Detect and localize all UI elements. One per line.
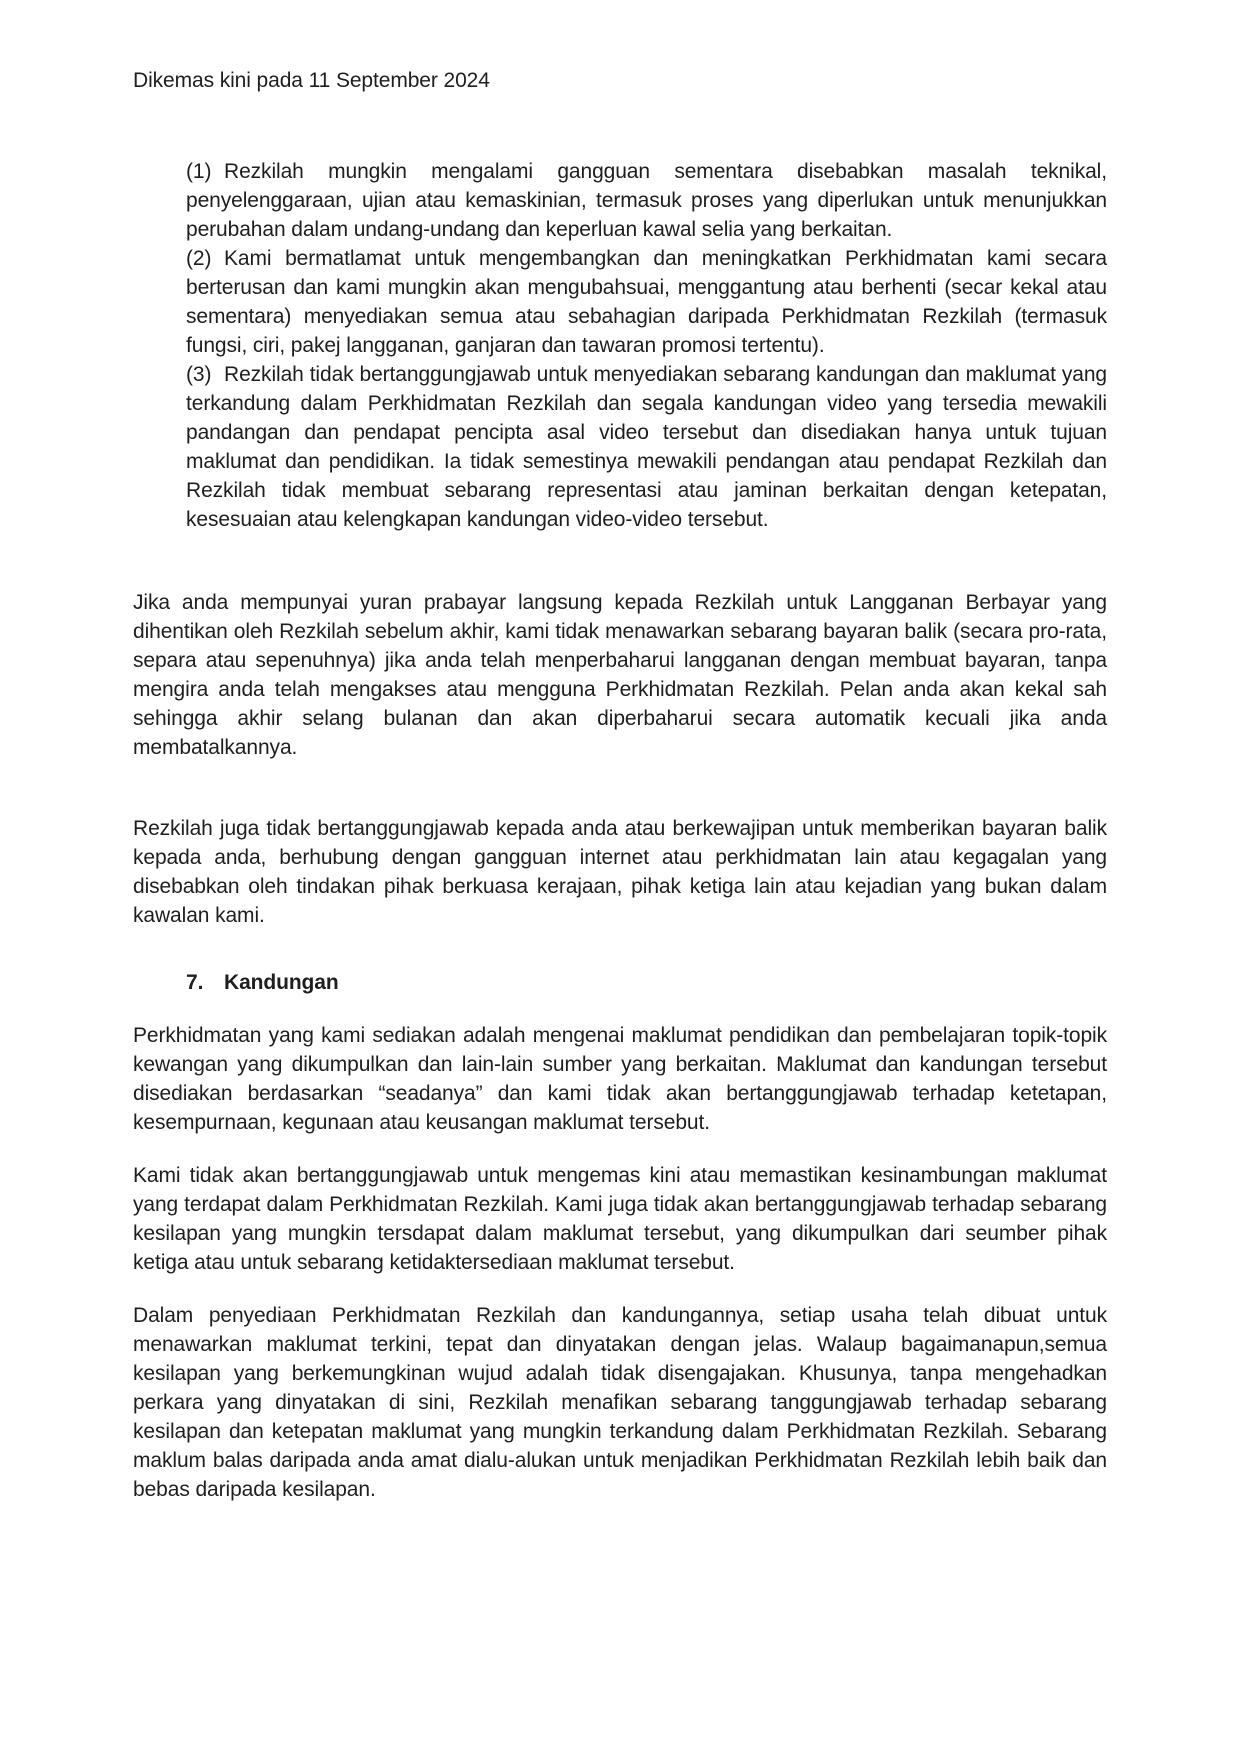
paragraph-liability: Rezkilah juga tidak bertanggungjawab kepada anda atau berkewajipan untuk memberikan bayaran balik kepada anda, berhubung dengan gangguan internet atau perkhidmatan lain atau kegagalan yang disebabkan oleh tindakan pihak berkuasa kerajaan, pihak ketiga lain atau kejadian yang bukan dalam kawalan kami. <box>133 817 1107 927</box>
list-item-3-marker: (3) <box>186 363 212 386</box>
list-item-2 <box>186 244 1107 360</box>
list-item-3 <box>186 360 1107 534</box>
terms-numbered-list <box>186 157 1107 534</box>
list-item-2-text: Kami bermatlamat untuk mengembangkan dan meningkatkan Perkhidmatan kami secara berterusan dan kami mungkin akan mengubahsuai, menggantung atau berhenti (secar kekal atau sementara) menyediakan semua atau sebahagian daripada Perkhidmatan Rezkilah (termasuk fungsi, ciri, pakej langganan, ganjaran dan tawaran promosi tertentu). <box>186 247 1107 357</box>
section-number: 7. <box>186 971 204 994</box>
section-paragraph-2: Kami tidak akan bertanggungjawab untuk mengemas kini atau memastikan kesinambungan maklumat yang terdapat dalam Perkhidmatan Rezkilah. Kami juga tidak akan bertanggungjawab terhadap sebarang kesilapan yang mungkin tersdapat dalam maklumat tersebut, yang dikumpulkan dari seumber pihak ketiga atau untuk sebarang ketidaktersediaan maklumat tersebut. <box>133 1164 1107 1274</box>
section-paragraph-1: Perkhidmatan yang kami sediakan adalah mengenai maklumat pendidikan dan pembelajaran topik-topik kewangan yang dikumpulkan dan lain-lain sumber yang berkaitan. Maklumat dan kandungan tersebut disediakan berdasarkan “seadanya” dan kami tidak akan bertanggungjawab terhadap ketetapan, kesempurnaan, kegunaan atau keusangan maklumat tersebut. <box>133 1024 1107 1134</box>
updated-date-notice: Dikemas kini pada 11 September 2024 <box>133 69 490 92</box>
list-item-1-text: Rezkilah mungkin mengalami gangguan sementara disebabkan masalah teknikal, penyelenggaraan, ujian atau kemaskinian, termasuk proses yang diperlukan untuk menunjukkan perubahan dalam undang-undang dan keperluan kawal selia yang berkaitan. <box>186 160 1107 241</box>
list-item-1 <box>186 157 1107 244</box>
section-title: Kandungan <box>224 971 339 994</box>
list-item-1-marker: (1) <box>186 160 212 183</box>
section-heading-kandungan <box>186 968 1107 997</box>
list-item-3-text: Rezkilah tidak bertanggungjawab untuk menyediakan sebarang kandungan dan maklumat yang terkandung dalam Perkhidmatan Rezkilah dan segala kandungan video yang tersedia mewakili pandangan dan pendapat pencipta asal video tersebut dan disediakan hanya untuk tujuan maklumat dan pendidikan. Ia tidak semestinya mewakili pendangan atau pendapat Rezkilah dan Rezkilah tidak membuat sebarang representasi atau jaminan berkaitan dengan ketepatan, kesesuaian atau kelengkapan kandungan video-video tersebut. <box>186 363 1107 531</box>
section-paragraph-3: Dalam penyediaan Perkhidmatan Rezkilah dan kandungannya, setiap usaha telah dibuat untuk menawarkan maklumat terkini, tepat dan dinyatakan dengan jelas. Walaup bagaimanapun,semua kesilapan yang berkemungkinan wujud adalah tidak disengajakan. Khusunya, tanpa mengehadkan perkara yang dinyatakan di sini, Rezkilah menafikan sebarang tanggungjawab terhadap sebarang kesilapan dan ketepatan maklumat yang mungkin terkandung dalam Perkhidmatan Rezkilah. Sebarang maklum balas daripada anda amat dialu-alukan untuk menjadikan Perkhidmatan Rezkilah lebih baik dan bebas daripada kesilapan. <box>133 1304 1107 1501</box>
paragraph-refund-policy: Jika anda mempunyai yuran prabayar langsung kepada Rezkilah untuk Langganan Berbayar yang dihentikan oleh Rezkilah sebelum akhir, kami tidak menawarkan sebarang bayaran balik (secara pro-rata, separa atau sepenuhnya) jika anda telah menperbaharui langganan dengan membuat bayaran, tanpa mengira anda telah mengakses atau mengguna Perkhidmatan Rezkilah. Pelan anda akan kekal sah sehingga akhir selang bulanan dan akan diperbaharui secara automatik kecuali jika anda membatalkannya. <box>133 591 1107 759</box>
list-item-2-marker: (2) <box>186 247 212 270</box>
